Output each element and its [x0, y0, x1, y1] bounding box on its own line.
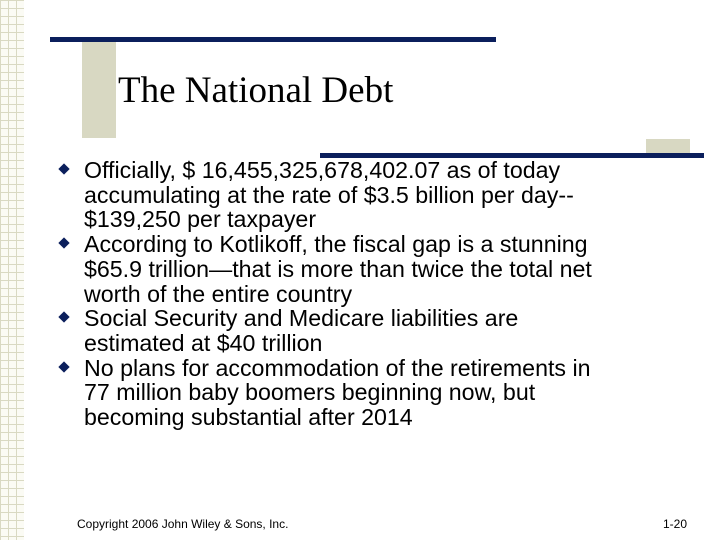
- right-accent-block: [646, 139, 690, 154]
- bullet-line: accumulating at the rate of $3.5 billion per day--: [84, 181, 574, 208]
- bullet-line: $139,250 per taxpayer: [84, 206, 317, 233]
- bullet-item: [57, 158, 707, 232]
- bullet-line: $65.9 trillion—that is more than twice the total net: [84, 255, 592, 282]
- bullet-line: Officially, $ 16,455,325,678,402.07 as of today: [84, 157, 561, 183]
- copyright-footer: Copyright 2006 John Wiley & Sons, Inc.: [77, 517, 289, 531]
- top-rule: [50, 37, 496, 42]
- bullet-line: Social Security and Medicare liabilities are: [84, 305, 519, 332]
- bullet-line: According to Kotlikoff, the fiscal gap is a stunning: [84, 231, 588, 258]
- bullet-line: No plans for accommodation of the retirements in: [84, 354, 591, 381]
- bullet-line: becoming substantial after 2014: [84, 404, 413, 431]
- diamond-bullet-icon: [58, 312, 69, 323]
- diamond-bullet-icon: [58, 163, 69, 174]
- bullet-list: [57, 158, 707, 430]
- diamond-bullet-icon: [58, 361, 69, 372]
- title-accent-block: [82, 41, 116, 138]
- grid-pattern-strip: [0, 0, 24, 540]
- bullet-line: 77 million baby boomers beginning now, but: [84, 379, 536, 406]
- bullet-line: worth of the entire country: [84, 280, 353, 307]
- bullet-item: [57, 356, 707, 430]
- bullet-item: [57, 306, 707, 355]
- page-number: 1-20: [662, 517, 687, 531]
- diamond-bullet-icon: [58, 237, 69, 248]
- bullet-line: estimated at $40 trillion: [84, 329, 323, 356]
- slide-title: The National Debt: [118, 70, 394, 111]
- bullet-item: [57, 232, 707, 306]
